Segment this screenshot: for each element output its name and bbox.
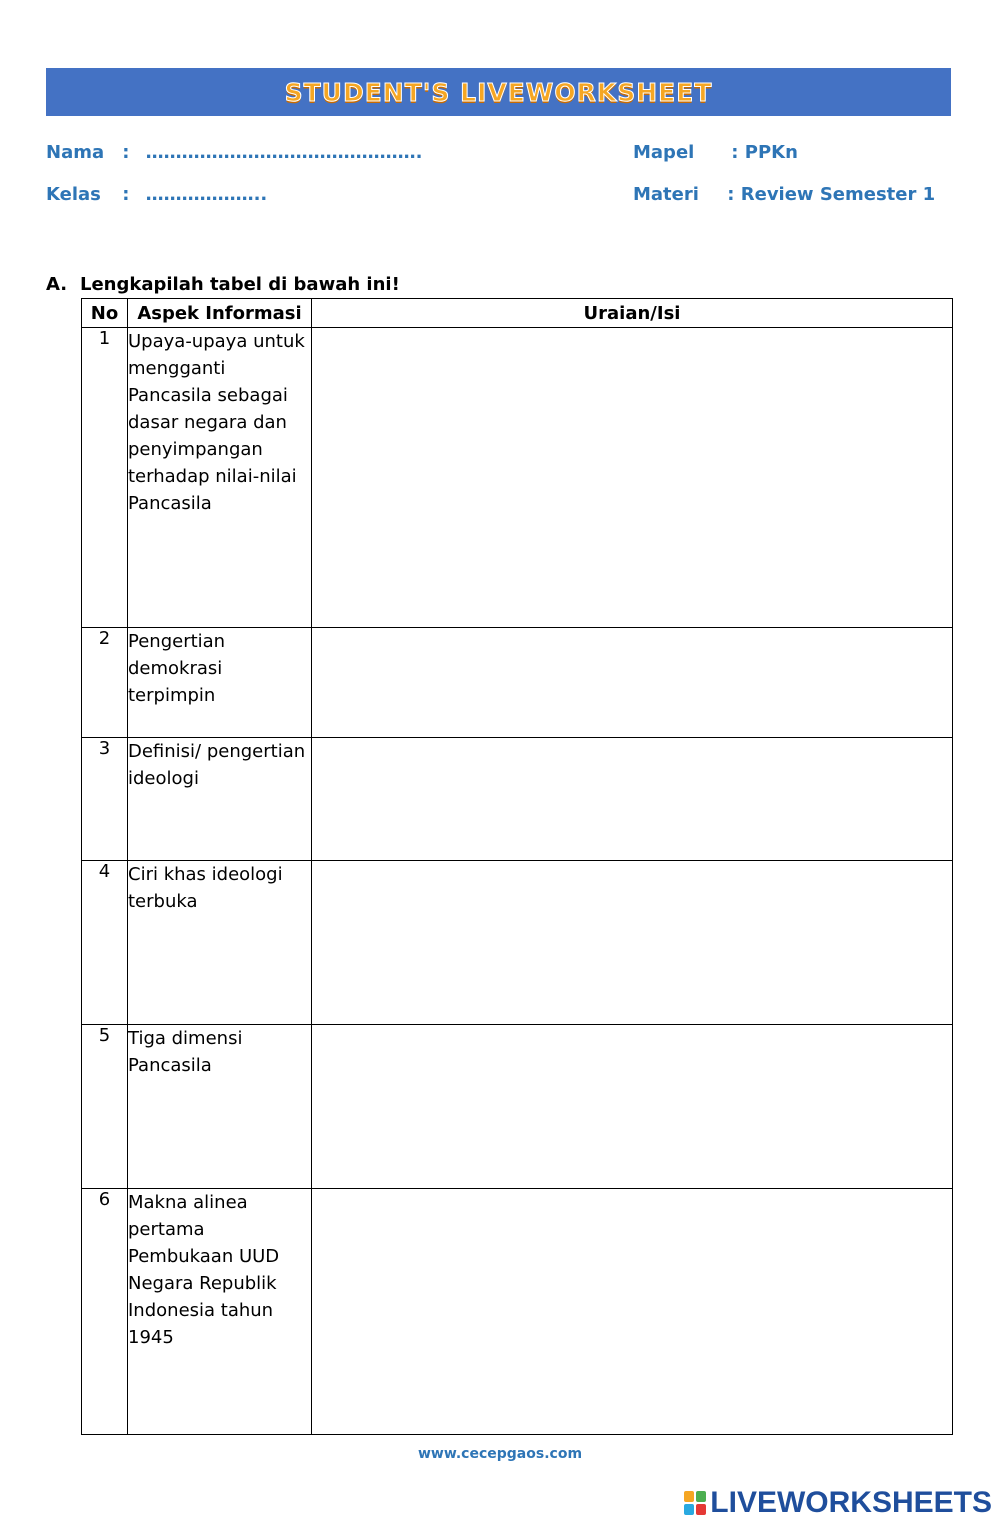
- worksheet-title: STUDENT'S LIVEWORKSHEET: [284, 77, 713, 107]
- liveworksheets-logo-icon: [684, 1491, 706, 1515]
- mapel-value: : PPKn: [731, 142, 798, 163]
- liveworksheets-logo: [684, 1486, 992, 1520]
- table-row: [82, 738, 953, 861]
- table-row: [82, 628, 953, 738]
- section-instruction: Lengkapilah tabel di bawah ini!: [80, 274, 400, 295]
- header-content: Uraian/Isi: [312, 299, 953, 328]
- table-row: [82, 1025, 953, 1189]
- section-letter: A.: [46, 274, 68, 295]
- row-aspect: Ciri khas ideologi terbuka: [128, 861, 312, 1025]
- answer-cell[interactable]: [312, 861, 953, 1025]
- mapel-field: [633, 142, 798, 163]
- nama-field: [46, 142, 422, 163]
- row-number: 4: [82, 861, 128, 1025]
- table-row: [82, 328, 953, 628]
- row-number: 1: [82, 328, 128, 628]
- row-number: 6: [82, 1189, 128, 1435]
- nama-separator: :: [122, 142, 130, 163]
- answer-cell[interactable]: [312, 738, 953, 861]
- section-a-heading: [46, 274, 400, 295]
- row-aspect: Upaya-upaya untuk mengganti Pancasila sebagai dasar negara dan penyimpangan terhadap nilai-nilai Pancasila: [128, 328, 312, 628]
- row-number: 2: [82, 628, 128, 738]
- materi-value: : Review Semester 1: [727, 184, 936, 205]
- answer-cell[interactable]: [312, 1025, 953, 1189]
- row-number: 5: [82, 1025, 128, 1189]
- kelas-field: [46, 184, 267, 205]
- brand-name: LIVEWORKSHEETS: [710, 1486, 992, 1519]
- worksheet-table: [81, 298, 953, 1435]
- table-header-row: [82, 299, 953, 328]
- answer-cell[interactable]: [312, 628, 953, 738]
- kelas-label: Kelas: [46, 184, 101, 205]
- footer-url[interactable]: www.cecepgaos.com: [417, 1446, 583, 1462]
- row-number: 3: [82, 738, 128, 861]
- title-banner: [46, 68, 951, 116]
- nama-label: Nama: [46, 142, 105, 163]
- kelas-separator: :: [122, 184, 130, 205]
- row-aspect: Definisi/ pengertian ideologi: [128, 738, 312, 861]
- row-aspect: Makna alinea pertama Pembukaan UUD Negara Republik Indonesia tahun 1945: [128, 1189, 312, 1435]
- row-aspect: Tiga dimensi Pancasila: [128, 1025, 312, 1189]
- header-no: No: [82, 299, 128, 328]
- answer-cell[interactable]: [312, 328, 953, 628]
- kelas-blank[interactable]: ………………..: [145, 184, 268, 205]
- materi-label: Materi: [633, 184, 699, 205]
- table-row: [82, 1189, 953, 1435]
- table-row: [82, 861, 953, 1025]
- nama-blank[interactable]: ……………………………………….: [145, 142, 423, 163]
- answer-cell[interactable]: [312, 1189, 953, 1435]
- header-aspect: Aspek Informasi: [128, 299, 312, 328]
- mapel-label: Mapel: [633, 142, 695, 163]
- row-aspect: Pengertian demokrasi terpimpin: [128, 628, 312, 738]
- materi-field: [633, 184, 935, 205]
